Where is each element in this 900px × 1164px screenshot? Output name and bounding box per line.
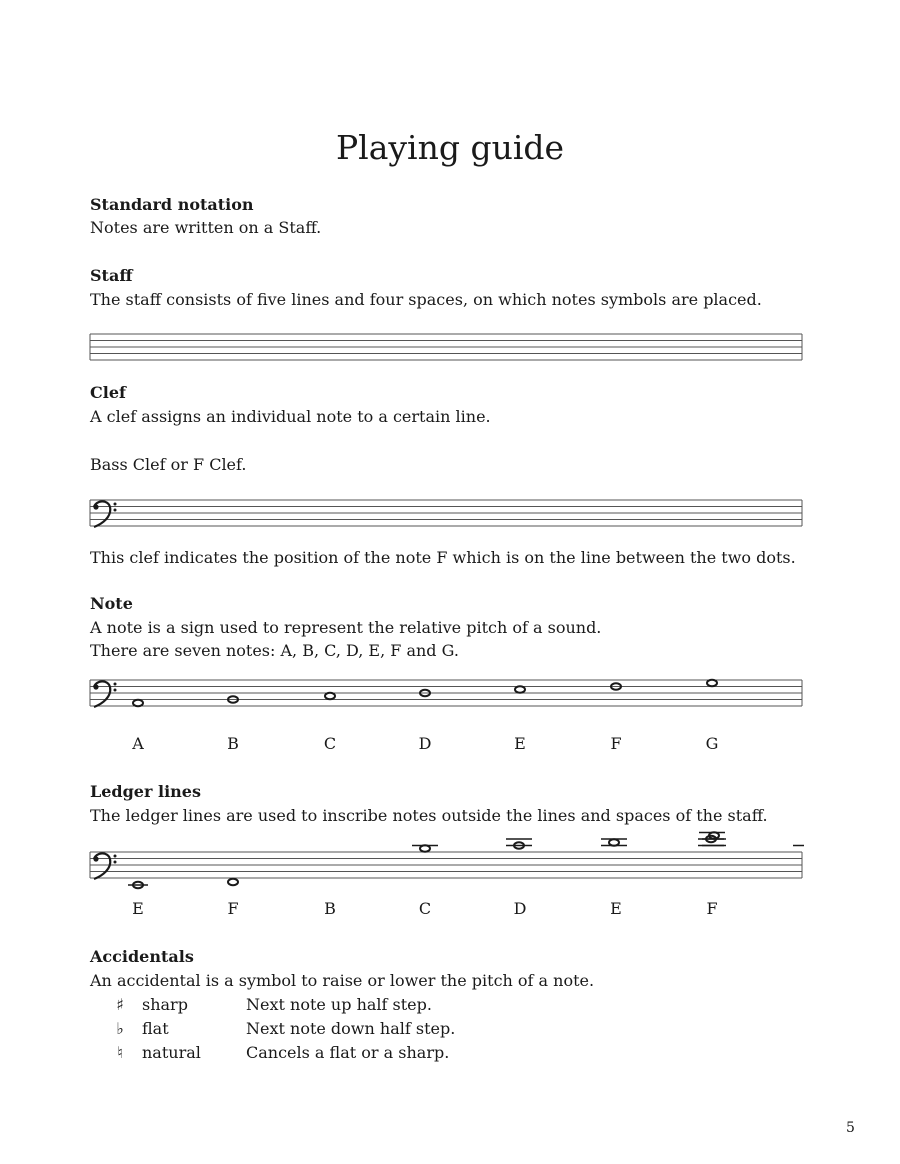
natural-icon: ♮: [117, 1043, 123, 1062]
ledger-label: B: [324, 899, 336, 918]
note-g: [707, 680, 717, 686]
note-label: A: [132, 734, 144, 753]
note-label: D: [418, 734, 432, 753]
notes-staff: [88, 674, 804, 714]
ledger-label: F: [227, 899, 239, 918]
note-a: [133, 700, 143, 706]
accidental-name: natural: [142, 1043, 201, 1062]
note-c: [325, 693, 335, 699]
accidentals-text: An accidental is a symbol to raise or lower the pitch of a note.: [90, 971, 595, 990]
page-number: 5: [846, 1120, 855, 1136]
note-label: G: [705, 734, 719, 753]
bass-clef-staff: [88, 497, 804, 529]
flat-icon: ♭: [116, 1019, 124, 1038]
accidentals-heading: Accidentals: [90, 947, 194, 966]
empty-staff: [88, 332, 804, 362]
ledger-note-b: [420, 845, 430, 851]
sharp-icon: ♯: [116, 995, 124, 1014]
ledger-note-f: [228, 879, 238, 885]
ledger-note-f-high: [709, 832, 719, 838]
ledger-lines-text: The ledger lines are used to inscribe notes outside the lines and spaces of the staff.: [90, 806, 768, 825]
bass-clef-icon: [93, 681, 116, 707]
ledger-label: D: [513, 899, 527, 918]
note-heading: Note: [90, 594, 133, 613]
page-title: Playing guide: [335, 128, 565, 167]
standard-notation-text: Notes are written on a Staff.: [90, 218, 322, 237]
ledger-lines-heading: Ledger lines: [90, 782, 201, 801]
ledger-note-f-high-wrap: [700, 820, 730, 850]
note-label: B: [227, 734, 239, 753]
bass-clef-icon: [93, 501, 116, 527]
clef-heading: Clef: [90, 383, 126, 402]
ledger-staff: [88, 830, 804, 894]
accidental-desc: Next note down half step.: [246, 1019, 456, 1038]
ledger-label: E: [132, 899, 144, 918]
ledger-label: F: [706, 899, 718, 918]
clef-caption: This clef indicates the position of the note F which is on the line between the two dots.: [90, 548, 796, 567]
accidental-name: sharp: [142, 995, 188, 1014]
ledger-label: E: [610, 899, 622, 918]
ledger-note-d: [609, 839, 619, 845]
accidental-name: flat: [142, 1019, 169, 1038]
note-text-1: A note is a sign used to represent the relative pitch of a sound.: [90, 618, 602, 637]
accidental-desc: Next note up half step.: [246, 995, 432, 1014]
note-e: [515, 686, 525, 692]
staff-heading: Staff: [90, 266, 133, 285]
note-label: E: [514, 734, 526, 753]
staff-text: The staff consists of five lines and four spaces, on which notes symbols are placed.: [90, 290, 762, 309]
standard-notation-heading: Standard notation: [90, 195, 254, 214]
clef-text: A clef assigns an individual note to a certain line.: [90, 407, 491, 426]
ledger-label: C: [418, 899, 432, 918]
note-label: F: [610, 734, 622, 753]
bass-clef-icon: [93, 853, 116, 879]
note-text-2: There are seven notes: A, B, C, D, E, F and G.: [90, 641, 459, 660]
accidental-desc: Cancels a flat or a sharp.: [246, 1043, 450, 1062]
bass-clef-text: Bass Clef or F Clef.: [90, 455, 247, 474]
note-label: C: [323, 734, 337, 753]
